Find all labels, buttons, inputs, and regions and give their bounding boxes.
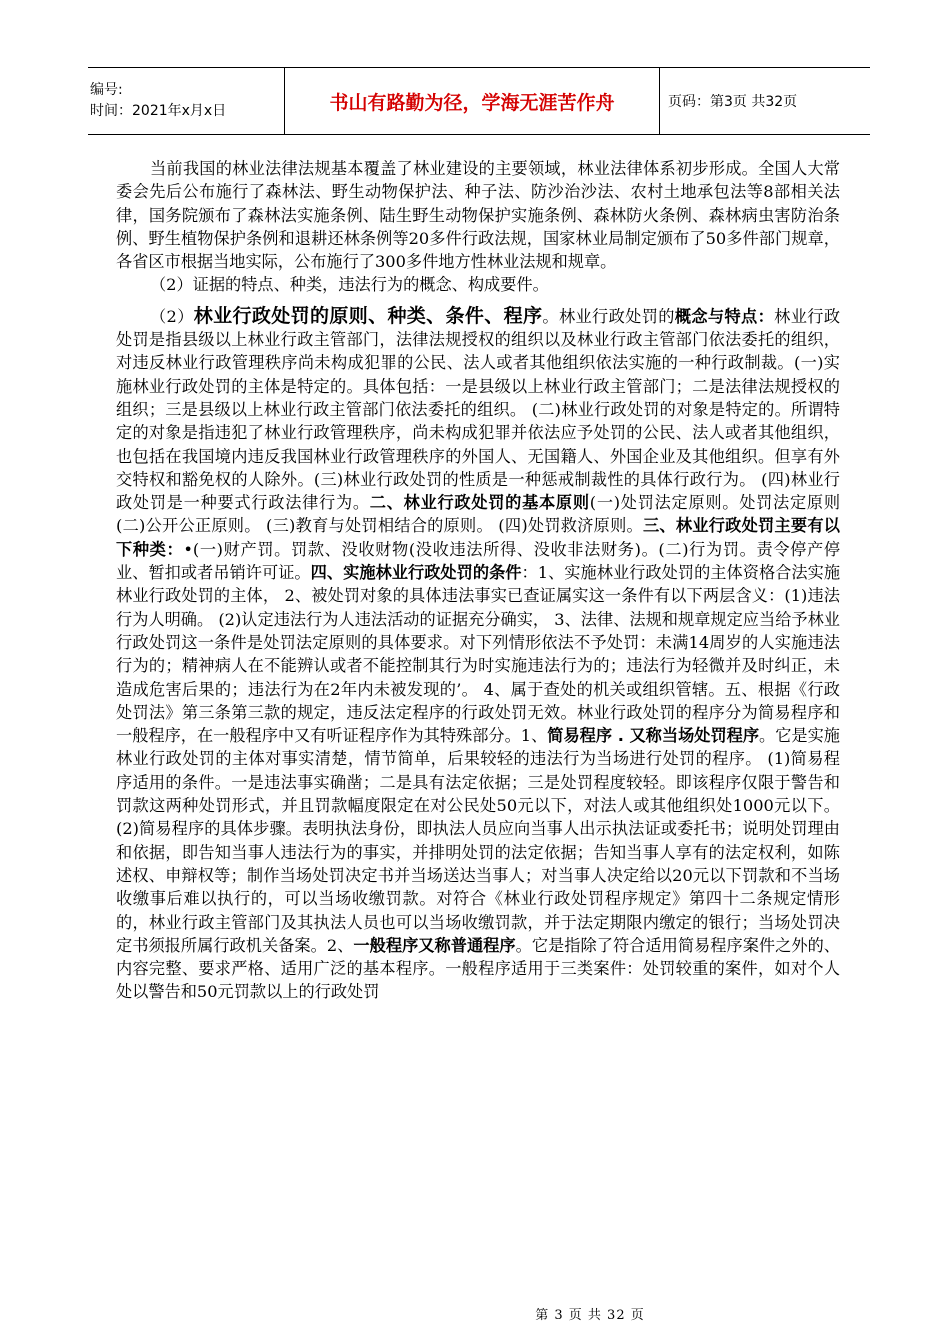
text-run: 。林业行政处罚的: [542, 306, 675, 326]
paragraph-legal-framework: 当前我国的林业法律法规基本覆盖了林业建设的主要领域，林业法律体系初步形成。全国人大常委会先后公布施行了森林法、野生动物保护法、种子法、防沙治沙法、农村土地承包法等8部相关法律，国务院颁布了森林法实施条例、陆生野生动物保护实施条例、森林防火条例、森林病虫害防治条例、野生植物保护条例和退耕还林条例等20多件行政法规，国家林业局制定颁布了50多件部门规章，各省区市根据当地实际，公布施行了300多件地方性林业法规和规章。: [116, 159, 840, 272]
page-header: [88, 67, 870, 135]
doc-number-label: 编号:: [90, 82, 123, 98]
bold-heading-general-procedure: 一般程序又称普通程序: [353, 935, 516, 955]
bold-term-concept: 概念与特点：: [674, 306, 775, 326]
text-run: (一)处罚法定原则。处罚法定原则 (二)公开公正原则。 (三)教育与处罚相结合的原则。 (四)处罚救济原则。: [116, 493, 841, 536]
text-run: •(一)财产罚。罚款、没收财物(没收违法所得、没收非法财务)。(二)行为罚。责令停产停业、暂扣或者吊销许可证。: [116, 539, 841, 583]
text-run: ：1、实施林业行政处罚的主体资格合法实施林业行政处罚的主体， 2、被处罚对象的具体违法事实已查证属实这一条件有以下两层含义：(1)违法行为人明确。 (2)认定违法行为人违法活动的证据充分确实， 3、法律、法规和规章规定应当给予林业行政处罚这一条件是处罚法定原则的具体要求。对下列情形依法不予处罚：未满14周岁的人实施违法行为的；精神病人在不能辨认或者不能控制其行为时实施违法行为的；违法行为轻微并及时纠正，未造成危害后果的；违法行为在2年内未被发现的’。 4、属于查处的机关或组织管辖。五、根据《行政处罚法》第三条第三款的规定，违反法定程序的行政处罚无效。林业行政处罚的程序分为简易程序和一般程序，在一般程序中又有听证程序作为其特殊部分。1、: [116, 563, 841, 746]
bold-heading-conditions: 四、实施林业行政处罚的条件: [310, 563, 522, 583]
header-meta: [88, 68, 285, 134]
document-body: [116, 157, 840, 1004]
bold-heading-types: 三、林业行政处罚主要有以下种类：: [116, 516, 840, 559]
paragraph-administrative-penalty: [116, 305, 840, 1004]
text-run: 林业行政处罚是指县级以上林业行政主管部门，法律法规授权的组织以及林业行政主管部门依法委托的组织，对违反林业行政管理秩序尚未构成犯罪的公民、法人或者其他组织依法实施的一种行政制裁。(一)实施林业行政处罚的主体是特定的。具体包括：一是县级以上林业行政主管部门；二是法律法规授权的组织；三是县级以上林业行政主管部门依法委托的组织。 (二)林业行政处罚的对象是特定的。所谓特定的对象是指违犯了林业行政管理秩序，尚未构成犯罪并依法应予处罚的公民、法人或者其他组织，也包括在我国境内违反我国林业行政管理秩序的外国人、无国籍人、外国企业及其他组织。但享有外交特权和豁免权的人除外。(三)林业行政处罚的性质是一种惩戒制裁性的具体行政行为。 (四)林业行政处罚是一种要式行政法律行为。: [116, 306, 841, 513]
doc-date-label: 时间：2021年x月x日: [90, 103, 227, 119]
bold-heading-simple-procedure: 简易程序 . 又称当场处罚程序: [547, 726, 760, 746]
paragraph-evidence: （2）证据的特点、种类，违法行为的概念、构成要件。: [150, 275, 549, 295]
text-run: 。它是指除了符合适用简易程序案件之外的、内容完整、要求严格、适用广泛的基本程序。一般程序适用于三类案件：处罚较重的案件，如对个人处以警告和50元罚款以上的行政处罚: [116, 935, 840, 1002]
header-page-info: 页码：第3页 共32页: [668, 94, 798, 110]
section-number: （2）: [150, 306, 194, 326]
header-motto: 书山有路勤为径，学海无涯苦作舟: [285, 68, 660, 134]
bold-heading-principles: 二、林业行政处罚的基本原则: [369, 493, 590, 513]
text-run: 。它是实施林业行政处罚的主体对事实清楚，情节简单，后果较轻的违法行为当场进行处罚的程序。 (1)简易程序适用的条件。一是违法事实确凿；二是具有法定依据；三是处罚程度较轻。即该程序仅限于警告和罚款这两种处罚形式，并且罚款幅度限定在对公民处50元以下，对法人或其他组织处1000元以下。(2)简易程序的具体步骤。表明执法身份，即执法人员应向当事人出示执法证或委托书；说明处罚理由和依据，即告知当事人违法行为的事实，并排明处罚的法定依据；告知当事人享有的法定权利，如陈述权、申辩权等；制作当场处罚决定书并当场送达当事人；对当事人决定给以20元以下罚款和不当场收缴事后难以执行的，可以当场收缴罚款。对符合《林业行政处罚程序规定》第四十二条规定情形的，林业行政主管部门及其执法人员也可以当场收缴罚款，并于法定期限内缴定的银行；当场处罚决定书须报所属行政机关备案。2、: [116, 726, 840, 955]
page-footer: 第 3 页 共 32 页: [535, 1308, 645, 1323]
section-heading: 林业行政处罚的原则、种类、条件、程序: [193, 304, 543, 327]
